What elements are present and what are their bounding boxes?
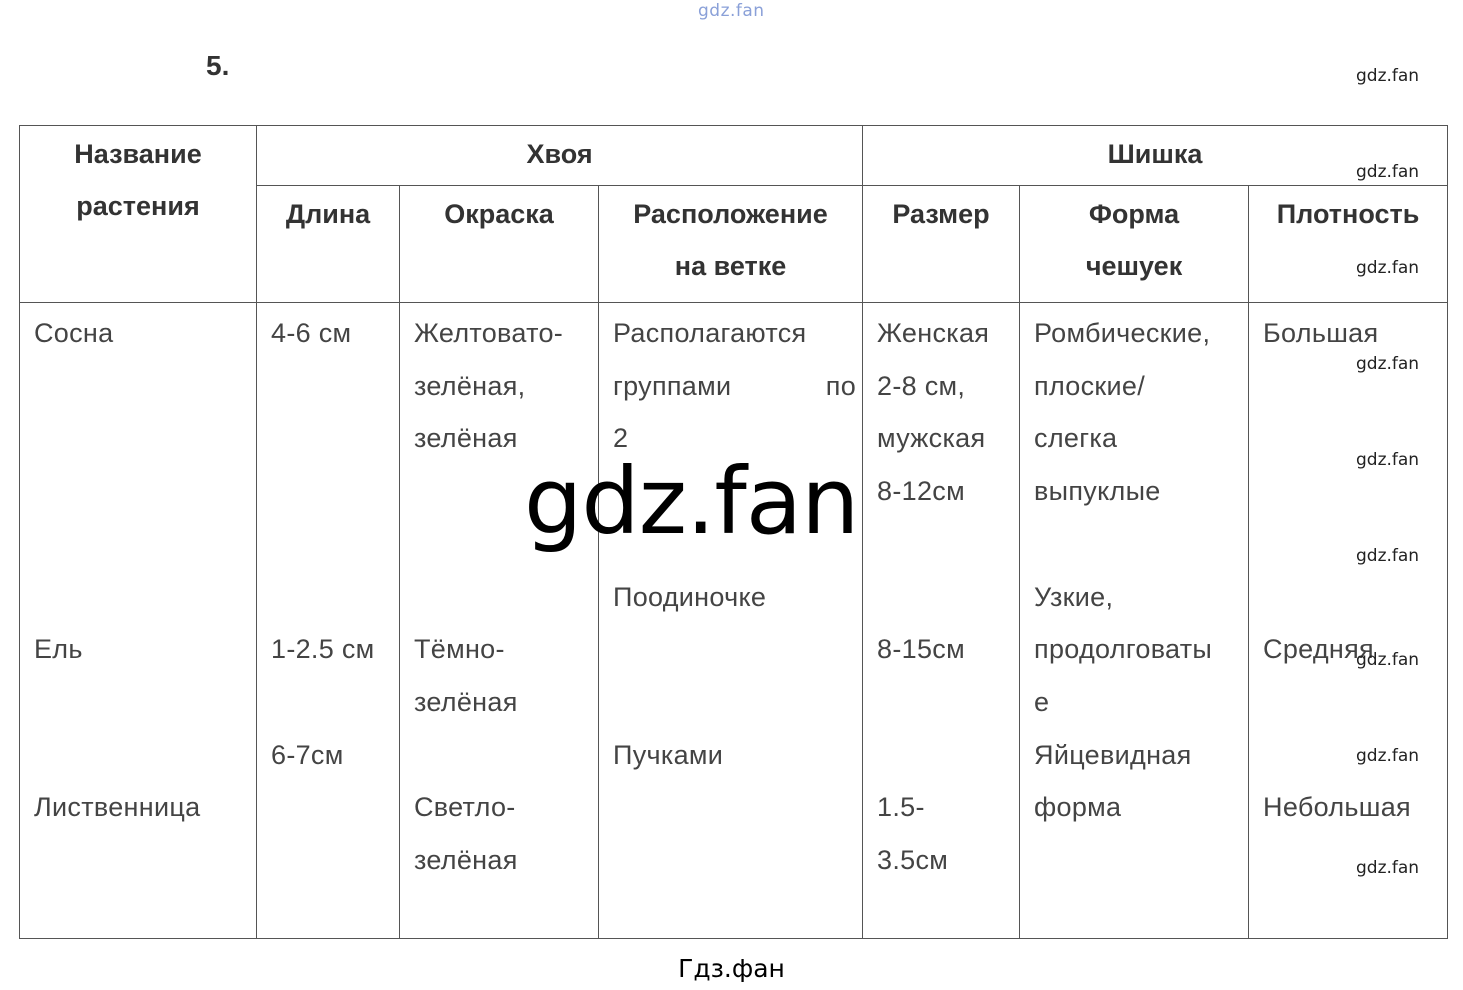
cell-line bbox=[34, 518, 250, 571]
cell-line bbox=[271, 518, 393, 571]
column-density bbox=[1249, 303, 1448, 939]
cell-line bbox=[34, 360, 250, 413]
header-scale-shape-line: чешуек bbox=[1085, 251, 1183, 281]
cell-line: форма bbox=[1034, 792, 1122, 823]
cell-line bbox=[877, 571, 1013, 624]
cell-line: 8-15см bbox=[877, 634, 965, 665]
task-number: 5. bbox=[206, 50, 230, 81]
cell-line bbox=[34, 729, 250, 782]
cell-line: 8-12см bbox=[877, 476, 965, 507]
cell-line bbox=[271, 360, 393, 413]
column-plant-name bbox=[20, 303, 257, 939]
header-plant-name bbox=[20, 126, 257, 303]
cell-line bbox=[877, 729, 1013, 782]
cell-line: Располагаются bbox=[613, 318, 807, 348]
cell-word: по bbox=[825, 370, 857, 401]
header-plant-name-line: растения bbox=[76, 191, 200, 221]
cell-line: 1-2.5 см bbox=[271, 634, 375, 665]
column-arrangement bbox=[599, 303, 863, 939]
header-needles-label: Хвоя bbox=[526, 139, 593, 169]
cell-line: Ромбические, bbox=[1034, 318, 1211, 348]
header-length bbox=[257, 186, 400, 303]
cell-line: Яйцевидная bbox=[1034, 739, 1192, 770]
cell-line: мужская bbox=[877, 423, 986, 454]
header-arrangement-line: на ветке bbox=[674, 251, 787, 281]
center-watermark: gdz.fan bbox=[524, 448, 859, 555]
cell-line bbox=[877, 676, 1013, 729]
cell-line: продолговаты bbox=[1034, 634, 1213, 665]
cell-line: Лиственница bbox=[34, 792, 201, 823]
cell-line bbox=[271, 412, 393, 465]
cell-line: Светло- bbox=[414, 792, 516, 823]
side-watermark: gdz.fan bbox=[1356, 650, 1420, 670]
cell-line: 1.5- bbox=[877, 792, 925, 823]
cell-line: 2 bbox=[613, 423, 629, 454]
cell-line bbox=[271, 676, 393, 729]
header-density-label: Плотность bbox=[1276, 199, 1420, 229]
cell-line bbox=[613, 623, 856, 676]
cell-line: Женская bbox=[877, 318, 990, 348]
side-watermark: gdz.fan bbox=[1356, 162, 1420, 182]
header-cone-label: Шишка bbox=[1107, 139, 1203, 169]
cell-line bbox=[1263, 571, 1441, 624]
cell-line: Сосна bbox=[34, 318, 114, 348]
cell-line bbox=[34, 571, 250, 624]
cell-line: Желтовато- bbox=[414, 318, 564, 348]
bottom-caption: Гдз.фан bbox=[678, 954, 785, 983]
cell-line: плоские/ bbox=[1034, 370, 1146, 401]
header-size-label: Размер bbox=[892, 199, 990, 229]
cell-line: 2-8 см, bbox=[877, 370, 966, 401]
cell-line bbox=[613, 360, 856, 413]
cell-word: группами bbox=[613, 370, 732, 401]
header-arrangement bbox=[599, 186, 863, 303]
cell-line: 4-6 см bbox=[271, 318, 352, 348]
cell-line bbox=[271, 571, 393, 624]
cell-line: зелёная bbox=[414, 686, 518, 717]
cell-line bbox=[613, 676, 856, 729]
header-arrangement-line: Расположение bbox=[633, 199, 828, 229]
cell-line: 6-7см bbox=[271, 739, 344, 770]
cell-line bbox=[1263, 465, 1441, 518]
cell-line bbox=[1263, 676, 1441, 729]
cell-line: Большая bbox=[1263, 318, 1379, 348]
cell-line bbox=[34, 465, 250, 518]
cell-line: е bbox=[1034, 686, 1050, 717]
cell-line bbox=[414, 729, 592, 782]
cell-line: 3.5см bbox=[877, 845, 949, 876]
header-scale-shape-line: Форма bbox=[1088, 199, 1180, 229]
top-watermark: gdz.fan bbox=[698, 1, 765, 21]
side-watermark: gdz.fan bbox=[1356, 858, 1420, 878]
cell-line bbox=[34, 676, 250, 729]
cell-line: Узкие, bbox=[1034, 581, 1114, 612]
side-watermark: gdz.fan bbox=[1356, 546, 1420, 566]
cell-line bbox=[271, 465, 393, 518]
header-scale-shape bbox=[1020, 186, 1249, 303]
cell-line: выпуклые bbox=[1034, 476, 1161, 507]
side-watermark: gdz.fan bbox=[1356, 746, 1420, 766]
header-size bbox=[863, 186, 1020, 303]
cell-line: Тёмно- bbox=[414, 634, 505, 665]
side-watermark: gdz.fan bbox=[1356, 450, 1420, 470]
cell-line: Поодиночке bbox=[613, 581, 767, 612]
cell-line: слегка bbox=[1034, 423, 1118, 454]
cell-line: Небольшая bbox=[1263, 792, 1411, 823]
column-size bbox=[863, 303, 1020, 939]
header-plant-name-line: Название bbox=[74, 139, 202, 169]
cell-line bbox=[877, 518, 1013, 571]
cell-line: зелёная bbox=[414, 845, 518, 876]
header-length-label: Длина bbox=[285, 199, 371, 229]
side-watermark: gdz.fan bbox=[1356, 258, 1420, 278]
cell-line: Средняя bbox=[1263, 634, 1374, 665]
column-scale-shape bbox=[1020, 303, 1249, 939]
cell-line bbox=[1034, 518, 1242, 571]
column-length bbox=[257, 303, 400, 939]
column-color bbox=[400, 303, 599, 939]
header-color-label: Окраска bbox=[444, 199, 554, 229]
cell-line bbox=[34, 412, 250, 465]
cell-line bbox=[414, 571, 592, 624]
side-watermark: gdz.fan bbox=[1356, 66, 1420, 86]
header-needles-group bbox=[257, 126, 863, 186]
cell-line: Пучками bbox=[613, 739, 724, 770]
header-density bbox=[1249, 186, 1448, 303]
cell-line: зелёная bbox=[414, 423, 518, 454]
header-color bbox=[400, 186, 599, 303]
cell-line: Ель bbox=[34, 634, 83, 665]
side-watermark: gdz.fan bbox=[1356, 354, 1420, 374]
cell-line: зелёная, bbox=[414, 370, 526, 401]
